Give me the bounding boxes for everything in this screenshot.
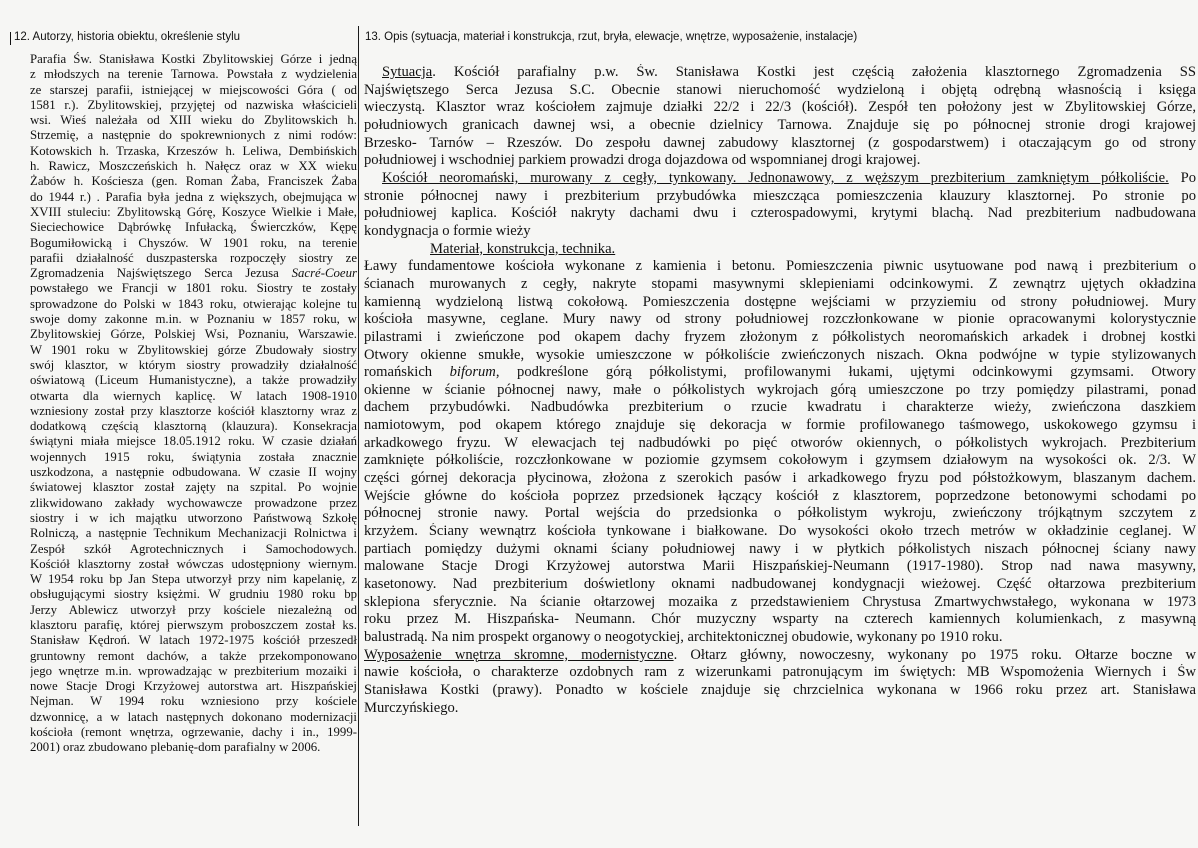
history-text: Zgromadzenia Najświętszego Serca Jezusa — [30, 266, 279, 281]
history-line: Nejman. W 1994 roku wzniesiono przy kościele — [30, 694, 357, 709]
material-line: kościoła masywne, ceglane. Mury nawy od strony południowej rozczłonkowane w pionie opracowanymi kolorystycznie — [364, 311, 1196, 328]
history-line: ze starszej parafii, istniejącej w miejscowości Góra ( od — [30, 82, 357, 97]
history-line: h. Rawicz, Moszczeńskich h. Nałęcz oraz w XX wieku — [30, 159, 357, 174]
material-line — [364, 364, 1196, 382]
history-line: Strzemię, a następnie do spokrewnionych z nimi rodów: — [30, 128, 357, 143]
column-divider — [358, 26, 359, 826]
material-line: roku przez M. Hiszpańska- Neumann. Chór muzyczny wsparty na czterech kamiennych kolumienkach, z masywną — [364, 611, 1196, 628]
material-line: kamienną wydzieloną listwą cokołową. Pomieszczenia dostępne wejściami w przyziemiu od strony południowej. Mury — [364, 293, 1196, 310]
material-line: malowane Stacje Drogi Krzyżowej autorstwa Marii Hiszpańskiej-Neumann (1917-1980). Strop nad nawa masywny, — [364, 558, 1196, 575]
material-text: romańskich — [364, 364, 450, 381]
history-line: dzwonnicę, a w latach następnych dokonano modernizacji — [30, 709, 357, 724]
history-line — [30, 266, 357, 281]
situation-text: . Kościół parafialny p.w. Św. Stanisława Kostki jest częścią założenia klasztornego Zgromadzenia SS — [432, 64, 1196, 80]
material-line: krzyżem. Ściany wewnątrz kościoła tynkowane i białkowane. Do wysokości około trzech metrów w okładzinie ceglanej. W — [364, 523, 1196, 540]
furnishing-text: . Ołtarz główny, nowoczesny, wykonany po 1975 roku. Ołtarze boczne w — [673, 646, 1196, 663]
material-line: dachem przybudówki. Nadbudówka prezbiterium o rzucie kwadratu i charakterze wieży, zwieńczona daszkiem — [364, 399, 1196, 416]
history-line: gruntowny remont dachów, a także przekomponowano — [30, 648, 357, 663]
history-line: oświatową (Liceum Humanistyczne), a także prowadziły — [30, 373, 357, 388]
history-line: uszkodzona, a następnie odbudowana. W czasie II wojny — [30, 465, 357, 480]
history-line: Kotowskich h. Trzaska, Krzeszów h. Leliwa, Dembińskich — [30, 143, 357, 158]
history-line: Bogumiłowicką i Chyszów. W 1901 roku, na terenie — [30, 235, 357, 250]
church-line: stronie północnej nawy i prezbiterium przybudówka mieszcząca pomieszczenia klauzury klasztornej. Po stronie po — [364, 187, 1196, 204]
material-line: sklepiona sferycznie. Na ścianie ołtarzowej mozaika z przedstawieniem Chrystusa Zmartwychwstałego, wykonana w 1973 — [364, 593, 1196, 610]
history-line: nowe Stacje Drogi Krzyżowej autorstwa art. Hiszpańskiej — [30, 679, 357, 694]
history-line: do 1944 r.) . Parafia była jedna z większych, obejmująca w — [30, 189, 357, 204]
church-line: południowej kaplica. Kościół nakryty dachami dwu i czterospadowymi, krytymi blachą. Nad prezbiterium nadbudowana — [364, 205, 1196, 222]
material-line: arkadkowego fryzu. W elewacjach tej nadbudówki po pięć otworów okiennych, o półkolistych wykrojach. Prezbiterium — [364, 434, 1196, 451]
history-line: Żabów h. Kościesza (gen. Roman Żaba, Franciszek Żaba — [30, 174, 357, 189]
history-line: Jerzy Ablewicz utworzył przy kościele niezależną od — [30, 602, 357, 617]
material-line: części górnej dekoracja płycinowa, złożona z szerokich pasów i arkadkowego fryzu pod półstożkowym, blaszanym dachem. — [364, 470, 1196, 487]
history-line: sprowadzone do Polski w 1843 roku, otwierając kolejne tu — [30, 296, 357, 311]
history-line: Zbylitowskiej Górze, Polskiej Wsi, Poznaniu, Warszawie. — [30, 327, 357, 342]
situation-line: wieczystą. Klasztor wraz kościołem zajmuje działki 22/2 i 22/3 (kościół). Zespół ten położony jest w Zbylitowskiej Górze, — [364, 99, 1196, 116]
history-line: 2001) oraz zbudowano plebanię-dom parafialny w 2006. — [30, 740, 321, 755]
history-line: wojennych 1915 roku, świątynia została znacznie — [30, 449, 357, 464]
situation-line: południowej i wschodniej parkiem prowadzi droga dojazdowa od wspomnianej drogi krajowej. — [364, 152, 921, 169]
situation-line: Brzesko- Tarnów – Rzeszów. Do zespołu dawnej zabudowy klasztornej (z gospodarstwem) i otaczającym go od strony — [364, 134, 1196, 151]
material-line: zamknięte półkoliście, rozczłonkowane w poziomie gzymsem cokołowym i gzymsem działowym na wysokości ok. 2/3. W — [364, 452, 1196, 469]
furnishing-line: Stanisława Kostki (prawy). Ponadto w kościele znajduje się chrzcielnica wykonana w 1966 roku przez art. Stanisława — [364, 681, 1196, 698]
description-column — [364, 64, 1196, 717]
situation-line — [364, 64, 1196, 82]
history-line: otwarta dla wiernych kaplicę. W latach 1908-1910 — [30, 388, 357, 403]
material-line: Ławy fundamentowe kościoła wykonane z kamienia i betonu. Pomieszczenia piwnic usytuowane pod nawą i prezbiterium o — [364, 258, 1196, 275]
material-line: Wejście główne do kościoła poprzez przedsionek łączący kościół z klasztorem, poprzedzone betonowymi schodami po — [364, 487, 1196, 504]
history-line: 1581 r.). Zbylitowskiej, przyjętej od nazwiska właścicieli — [30, 97, 357, 112]
history-line: swoje domy zakonne m.in. w Poznaniu w 1857 roku, w — [30, 312, 357, 327]
history-line: Rolniczą, a następnie Technikum Mechanizacji Rolnictwa i — [30, 526, 357, 541]
biforum-term: biforum — [449, 364, 496, 381]
history-line: jego wnętrze m.in. wprowadzając w prezbiterium mozaiki i — [30, 663, 357, 678]
history-line: swój klasztor, w którym siostry prowadziły działalność — [30, 357, 357, 372]
history-column — [30, 52, 357, 756]
material-line: okienne w ścianie północnej nawy, małe o półkolistych wykrojach górą umieszczone po trzy pomiędzy pilastrami, ponad — [364, 381, 1196, 398]
material-line: północnej stronie nawy. Portal wejścia do przedsionka o półkolistym wykroju, zwieńczony trójkątnym szczytem z — [364, 505, 1196, 522]
history-line: powstałego we Francji w 1801 roku. Siostry te zostały — [30, 281, 357, 296]
section-12-header: 12. Autorzy, historia obiektu, określenie stylu — [14, 31, 241, 43]
history-line: Stanisław Kędroń. W latach 1972-1975 kościół przeszedł — [30, 633, 357, 648]
history-italic: Sacré-Coeur — [291, 266, 357, 281]
history-line: obsługującymi siostry księżmi. W grudniu 1980 roku bp — [30, 587, 357, 602]
situation-line: Najświętszego Serca Jezusa S.C. Obecnie stanowi nieruchomość wydzieloną i objętą odrębną własnością i księga — [364, 81, 1196, 98]
material-heading-line — [364, 241, 1196, 259]
history-line: XVIII stuleciu: Zbylitowską Górę, Koszyce Wielkie i Małe, — [30, 204, 357, 219]
history-line: siostry i w ich majątku utworzono Państwową Szkołę — [30, 510, 357, 525]
material-heading: Materiał, konstrukcja, technika. — [430, 240, 616, 257]
history-line: W 1954 roku bp Jan Stepa utworzył przy nim kapelanię, z — [30, 572, 357, 587]
history-line: dodatkową częścią klasztorną (klauzura). Konsekracja — [30, 419, 357, 434]
church-text: Po — [1168, 169, 1196, 186]
furnishing-line: nawie kościoła, o charakterze ozdobnych ram z wizerunkami patronującym im świętych: MB Wspomożenia Wiernych i Św — [364, 664, 1196, 681]
material-line: ścianach murowanych z cegły, nakryte stopami masywnymi sklepieniami odcinkowymi. Z zewnątrz ujętych okładzina — [364, 275, 1196, 292]
history-line: W 1901 roku w Zbylitowskiej górze Zbudowały siostry — [30, 342, 357, 357]
history-line: wzniesiony został przy klasztorze kościół klasztorny wraz z — [30, 403, 357, 418]
history-line: wsi. Wieś należała od XIII wieku do Zbylitowskich h. — [30, 113, 357, 128]
situation-heading: Sytuacja — [382, 64, 433, 80]
history-line: Sieciechowice Dąbrówkę Infułacką, Świerczków, Kępę — [30, 220, 357, 235]
history-line: klasztoru parafię, której pierwszym proboszczem został ks. — [30, 617, 357, 632]
section-13-header: 13. Opis (sytuacja, materiał i konstrukcja, rzut, bryła, elewacje, wnętrze, wyposażenie, instalacje) — [365, 31, 858, 43]
history-line: zlikwidowano zakłady wychowawcze prowadzone przez — [30, 495, 357, 510]
history-line: światowej klasztor został zajęty na szpital. Po wojnie — [30, 480, 357, 495]
material-line: kasetonowy. Nad prezbiterium doświetlony oknami nadbudowanej kondygnacji wieżowej. Część ołtarzowa prezbiterium — [364, 576, 1196, 593]
furnishing-line: Murczyńskiego. — [364, 699, 459, 716]
material-line: pilastrami i zwieńczone pod okapem dachy fryzem złożonym z półkolistych neoromańskich arkadek i drobnej kostki — [364, 328, 1196, 345]
material-line: partiach pomiędzy dużymi oknami ściany południowej nawy i w płytkich półkolistych niszach północnej ściany nawy — [364, 540, 1196, 557]
church-line: kondygnacja o formie wieży — [364, 222, 531, 239]
material-text: , podkreślone górą półkolistymi, profilowanymi łukami, ujętymi odcinkowymi gzymsami. Otwory — [495, 364, 1196, 381]
material-line: balustradą. Na nim prospekt organowy o neogotyckiej, architektonicznej obudowie, wykonany po 1910 roku. — [364, 629, 1003, 645]
furnishing-heading: Wyposażenie wnętrza skromne, modernistyczne — [364, 646, 674, 663]
furnishing-line — [364, 647, 1196, 665]
history-line: z młodszych na terenie Tarnowa. Powstała z wydzielenia — [30, 67, 357, 82]
church-heading: Kościół neoromański, murowany z cegły, tynkowany. Jednonawowy, z węższym prezbiterium zamkniętym półkoliście. — [382, 169, 1169, 186]
material-line: Otwory okienne smukłe, wysokie umieszczone w półkoliście zwieńczonych niszach. Okna podwójne w typie stylizowanych — [364, 346, 1196, 363]
history-line: parafii działalność duszpasterska rozpoczęły siostry ze — [30, 250, 357, 265]
history-line: Zespół szkół Agrotechnicznych i Samochodowych. — [30, 541, 357, 556]
church-line — [364, 170, 1196, 188]
situation-line: południowych granicach dawnej wsi, a obecnie dzielnicy Tarnowa. Znajduje się po północnej stronie drogi krajowej — [364, 116, 1196, 133]
history-line: Kościół klasztorny został wówczas udostępniony wiernym. — [30, 556, 357, 571]
material-line: namiotowym, pod okapem którego znajduje się dekoracja w formie profilowanego taśmowego, uskokowego gzymsu i — [364, 417, 1196, 434]
history-line: kościoła (remont wnętrza, ogrzewanie, dachy i in., 1999- — [30, 725, 357, 740]
history-line: świątyni miała miejsce 18.05.1912 roku. W czasie działań — [30, 434, 357, 449]
history-line: Parafia Św. Stanisława Kostki Zbylitowskiej Górze i jedną — [30, 52, 357, 66]
